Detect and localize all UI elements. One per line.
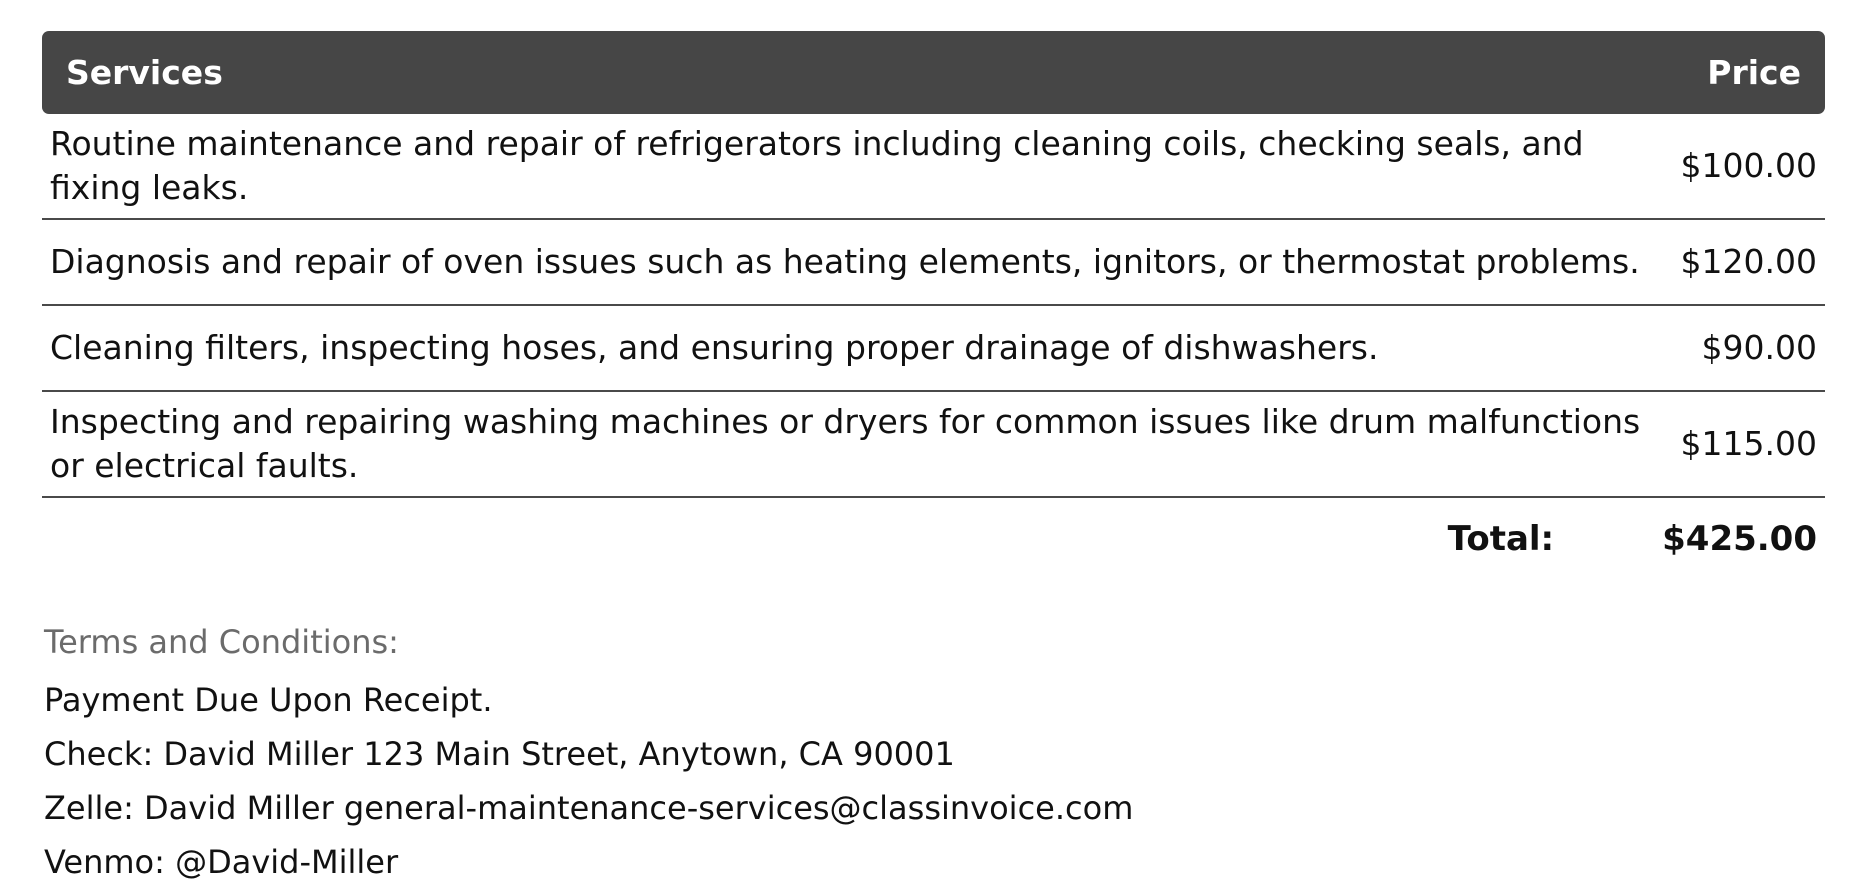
- service-price: $90.00: [1701, 328, 1817, 367]
- table-row: [42, 392, 1825, 498]
- terms-check-info: Check: David Miller 123 Main Street, Anytown, CA 90001: [44, 735, 955, 773]
- table-header: [42, 31, 1825, 114]
- terms-zelle-info: Zelle: David Miller general-maintenance-services@classinvoice.com: [44, 789, 1134, 827]
- service-price: $115.00: [1680, 424, 1817, 463]
- service-description: Cleaning filters, inspecting hoses, and ensuring proper drainage of dishwashers.: [50, 328, 1379, 367]
- terms-section: [44, 617, 1133, 889]
- service-price: $120.00: [1680, 242, 1817, 281]
- total-row: [42, 498, 1825, 580]
- table-row: [42, 114, 1825, 220]
- total-value: $425.00: [1662, 519, 1817, 559]
- terms-venmo-info: Venmo: @David-Miller: [44, 843, 399, 881]
- service-price: $100.00: [1680, 146, 1817, 185]
- terms-payment-due: Payment Due Upon Receipt.: [44, 681, 493, 719]
- services-column-header: Services: [66, 53, 223, 92]
- total-label: Total:: [1447, 519, 1555, 559]
- services-table: [42, 31, 1825, 580]
- table-row: [42, 220, 1825, 306]
- service-description: Diagnosis and repair of oven issues such as heating elements, ignitors, or thermostat problems.: [50, 242, 1640, 281]
- price-column-header: Price: [1707, 53, 1801, 92]
- service-description: Inspecting and repairing washing machines or dryers for common issues like drum malfunctions or electrical faults.: [50, 402, 1641, 485]
- table-row: [42, 306, 1825, 392]
- service-description: Routine maintenance and repair of refrigerators including cleaning coils, checking seals, and fixing leaks.: [50, 124, 1584, 207]
- terms-title: Terms and Conditions:: [44, 623, 399, 661]
